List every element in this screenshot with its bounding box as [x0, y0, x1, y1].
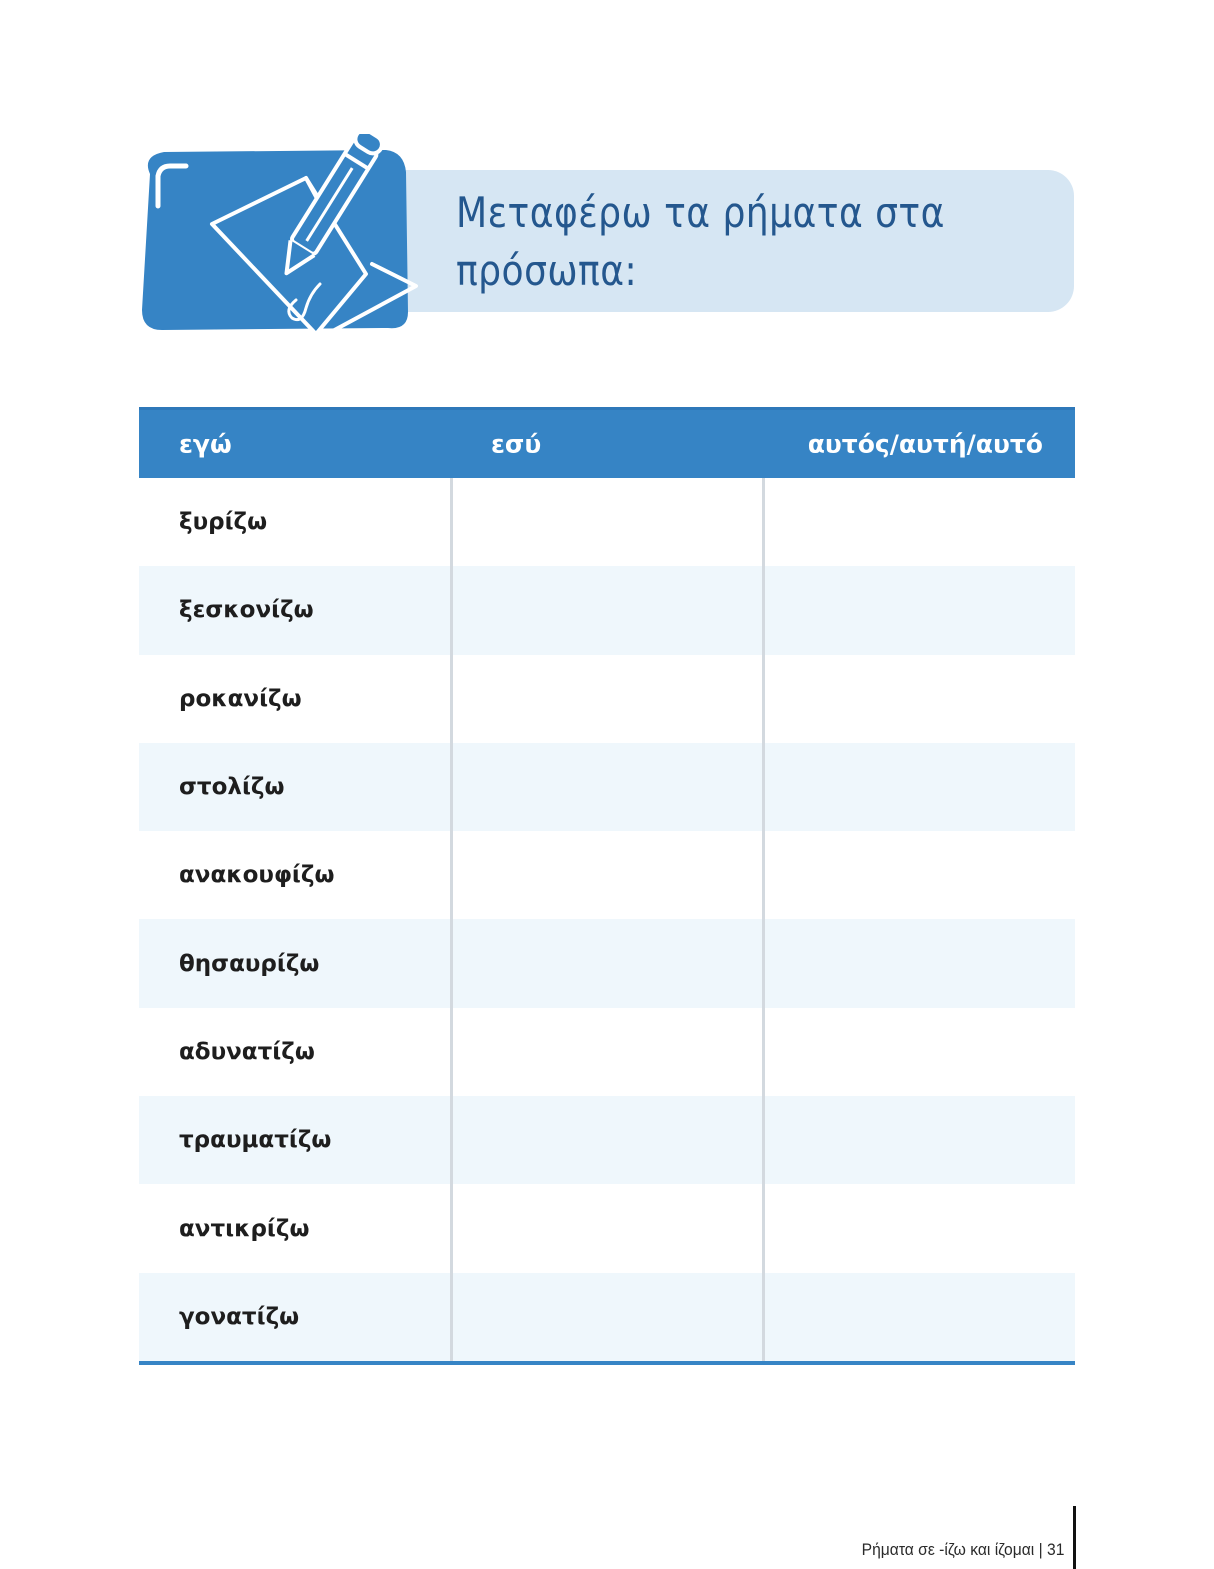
table-row: [139, 743, 1075, 831]
answer-cell-esy[interactable]: [453, 655, 763, 743]
answer-cell-esy[interactable]: [453, 478, 763, 566]
answer-cell-aftos[interactable]: [765, 831, 1075, 919]
table-row: [139, 1096, 1075, 1184]
verb-cell: ροκανίζω: [179, 685, 302, 712]
page-footer: Ρήματα σε -ίζω και ίζομαι | 31: [861, 1540, 1064, 1559]
instruction-title: Μεταφέρω τα ρήματα στα πρόσωπα:: [456, 188, 945, 295]
answer-cell-esy[interactable]: [453, 743, 763, 831]
table-row: [139, 1273, 1075, 1361]
answer-cell-aftos[interactable]: [765, 566, 1075, 654]
table-row: [139, 478, 1075, 566]
header-esy: εσύ: [491, 429, 542, 459]
table-row: [139, 1008, 1075, 1096]
table-row: [139, 919, 1075, 1007]
verb-cell: τραυματίζω: [179, 1127, 332, 1154]
verb-cell: ξυρίζω: [179, 509, 268, 536]
answer-cell-aftos[interactable]: [765, 1184, 1075, 1272]
answer-cell-esy[interactable]: [453, 1273, 763, 1361]
answer-cell-esy[interactable]: [453, 566, 763, 654]
table-header-row: [139, 407, 1075, 478]
conjugation-table: [139, 407, 1075, 1365]
verb-cell: γονατίζω: [179, 1303, 300, 1330]
verb-cell: στολίζω: [179, 774, 285, 801]
answer-cell-aftos[interactable]: [765, 1273, 1075, 1361]
answer-cell-aftos[interactable]: [765, 478, 1075, 566]
table-row: [139, 655, 1075, 743]
table-row: [139, 566, 1075, 654]
table-row: [139, 831, 1075, 919]
answer-cell-esy[interactable]: [453, 1184, 763, 1272]
header-aftos: αυτός/αυτή/αυτό: [807, 429, 1043, 459]
column-divider: [450, 478, 453, 1361]
answer-cell-aftos[interactable]: [765, 655, 1075, 743]
verb-cell: ανακουφίζω: [179, 862, 335, 889]
column-divider: [762, 478, 765, 1361]
table-row: [139, 1184, 1075, 1272]
writing-pencil-icon: [136, 134, 426, 350]
answer-cell-aftos[interactable]: [765, 743, 1075, 831]
answer-cell-esy[interactable]: [453, 831, 763, 919]
verb-cell: αντικρίζω: [179, 1215, 310, 1242]
answer-cell-esy[interactable]: [453, 1096, 763, 1184]
answer-cell-esy[interactable]: [453, 919, 763, 1007]
table-bottom-rule: [139, 1361, 1075, 1365]
verb-cell: θησαυρίζω: [179, 950, 320, 977]
answer-cell-esy[interactable]: [453, 1008, 763, 1096]
answer-cell-aftos[interactable]: [765, 1096, 1075, 1184]
verb-cell: αδυνατίζω: [179, 1038, 315, 1065]
table-body: [139, 478, 1075, 1361]
answer-cell-aftos[interactable]: [765, 1008, 1075, 1096]
answer-cell-aftos[interactable]: [765, 919, 1075, 1007]
header-ego: εγώ: [179, 429, 232, 459]
footer-divider: [1073, 1506, 1076, 1569]
verb-cell: ξεσκονίζω: [179, 597, 314, 624]
